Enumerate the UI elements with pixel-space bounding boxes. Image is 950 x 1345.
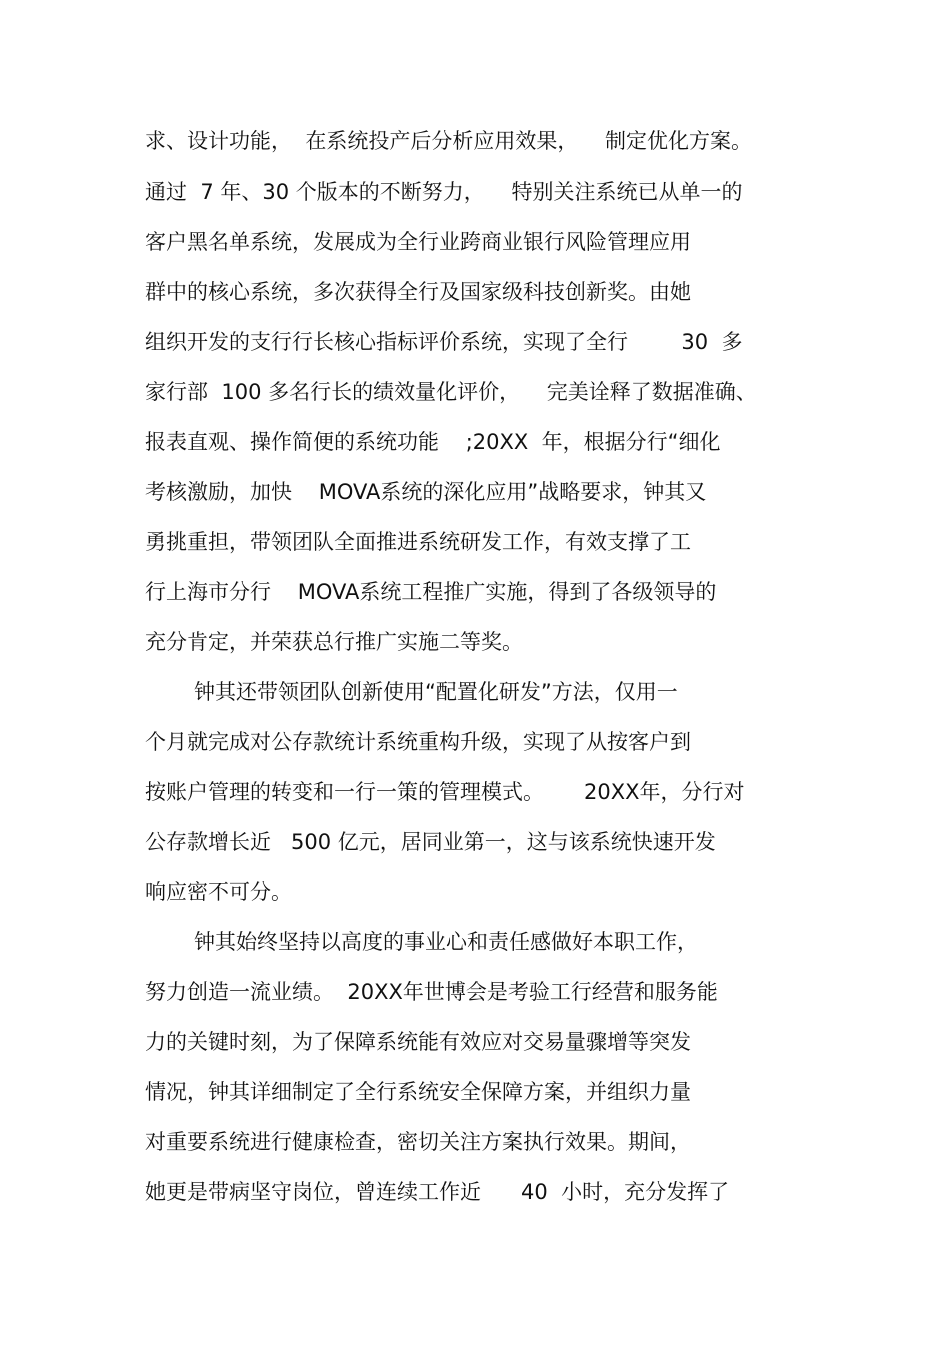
text-line: 努力创造一流业绩。 20XX年世博会是考验工行经营和服务能 [145,980,718,1004]
text-line: 个月就完成对公存款统计系统重构升级，实现了从按客户到 [145,730,691,754]
text-line: 对重要系统进行健康检查，密切关注方案执行效果。期间， [145,1130,691,1154]
text-line: 公存款增长近 500 亿元，居同业第一，这与该系统快速开发 [145,830,716,854]
text-line: 按账户管理的转变和一行一策的管理模式。 20XX年，分行对 [145,780,745,804]
text-line: 充分肯定，并荣获总行推广实施二等奖。 [145,630,523,654]
text-line: 情况，钟其详细制定了全行系统安全保障方案，并组织力量 [145,1080,691,1104]
text-line: 客户黑名单系统，发展成为全行业跨商业银行风险管理应用 [145,230,691,254]
text-line: 报表直观、操作简便的系统功能 ;20XX 年，根据分行“细化 [145,430,721,454]
paragraph-first-line: 钟其还带领团队创新使用“配置化研发”方法，仅用一 [194,680,678,704]
text-line: 家行部 100 多名行长的绩效量化评价， 完美诠释了数据准确、 [145,380,757,404]
text-line: 响应密不可分。 [145,880,292,904]
text-line: 勇挑重担，带领团队全面推进系统研发工作，有效支撑了工 [145,530,691,554]
text-line: 组织开发的支行行长核心指标评价系统，实现了全行 30 多 [145,330,743,354]
text-line: 求、设计功能， 在系统投产后分析应用效果， 制定优化方案。 [145,129,753,153]
text-line: 考核激励，加快 MOVA系统的深化应用”战略要求，钟其又 [145,480,707,504]
text-line: 力的关键时刻，为了保障系统能有效应对交易量骤增等突发 [145,1030,691,1054]
text-line: 她更是带病坚守岗位，曾连续工作近 40 小时，充分发挥了 [145,1180,730,1204]
text-line: 通过 7 年、30 个版本的不断努力， 特别关注系统已从单一的 [145,180,743,204]
paragraph-first-line: 钟其始终坚持以高度的事业心和责任感做好本职工作， [194,930,698,954]
text-line: 行上海市分行 MOVA系统工程推广实施，得到了各级领导的 [145,580,717,604]
text-line: 群中的核心系统，多次获得全行及国家级科技创新奖。由她 [145,280,691,304]
